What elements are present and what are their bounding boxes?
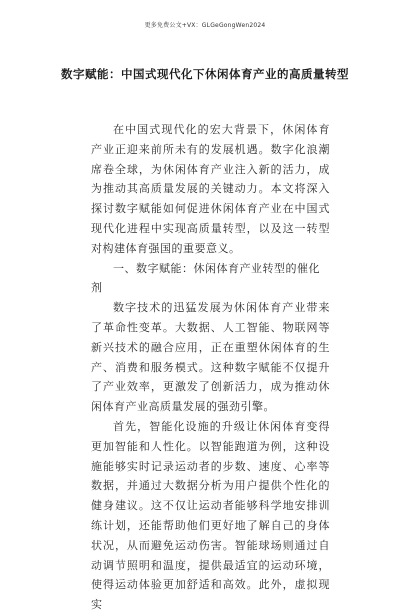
- header-note: 更多免费公文+VX：GLGeGongWen2024: [144, 22, 266, 29]
- section-paragraph: 首先，智能化设施的升级让休闲体育变得更加智能和人性化。以智能跑道为例，这种设施能够实时记录运动者的步数、速度、心率等数据，并通过大数据分析为用户提供个性化的健身建议。这不仅让运动者能够科学地安排训练计划，还能帮助他们更好地了解自己的身体状况，从而避免运动伤害。智能球场则通过自动调节照明和温度，提供最适宜的运动环境，使得运动体验更加舒适和高效。此外，虚拟现实: [91, 419, 330, 612]
- section-paragraph: 数字技术的迅猛发展为休闲体育产业带来了革命性变革。大数据、人工智能、物联网等新兴技术的融合应用，正在重塑休闲体育的生产、消费和服务模式。这种数字赋能不仅提升了产业效率，更激发了创新活力，成为推动休闲体育产业高质量发展的强劲引擎。: [91, 301, 330, 414]
- document-body: [91, 120, 330, 615]
- document-title: 数字赋能：中国式现代化下休闲体育产业的高质量转型: [61, 67, 349, 81]
- section-heading: 一、数字赋能：休闲体育产业转型的催化剂: [91, 261, 320, 295]
- intro-paragraph: 在中国式现代化的宏大背景下，休闲体育产业正迎来前所未有的发展机遇。数字化浪潮席卷全球，为休闲体育产业注入新的活力，成为推动其高质量发展的关键动力。本文将深入探讨数字赋能如何促进休闲体育产业在中国式现代化进程中实现高质量转型，以及这一转型对构建体育强国的重要意义。: [91, 123, 330, 255]
